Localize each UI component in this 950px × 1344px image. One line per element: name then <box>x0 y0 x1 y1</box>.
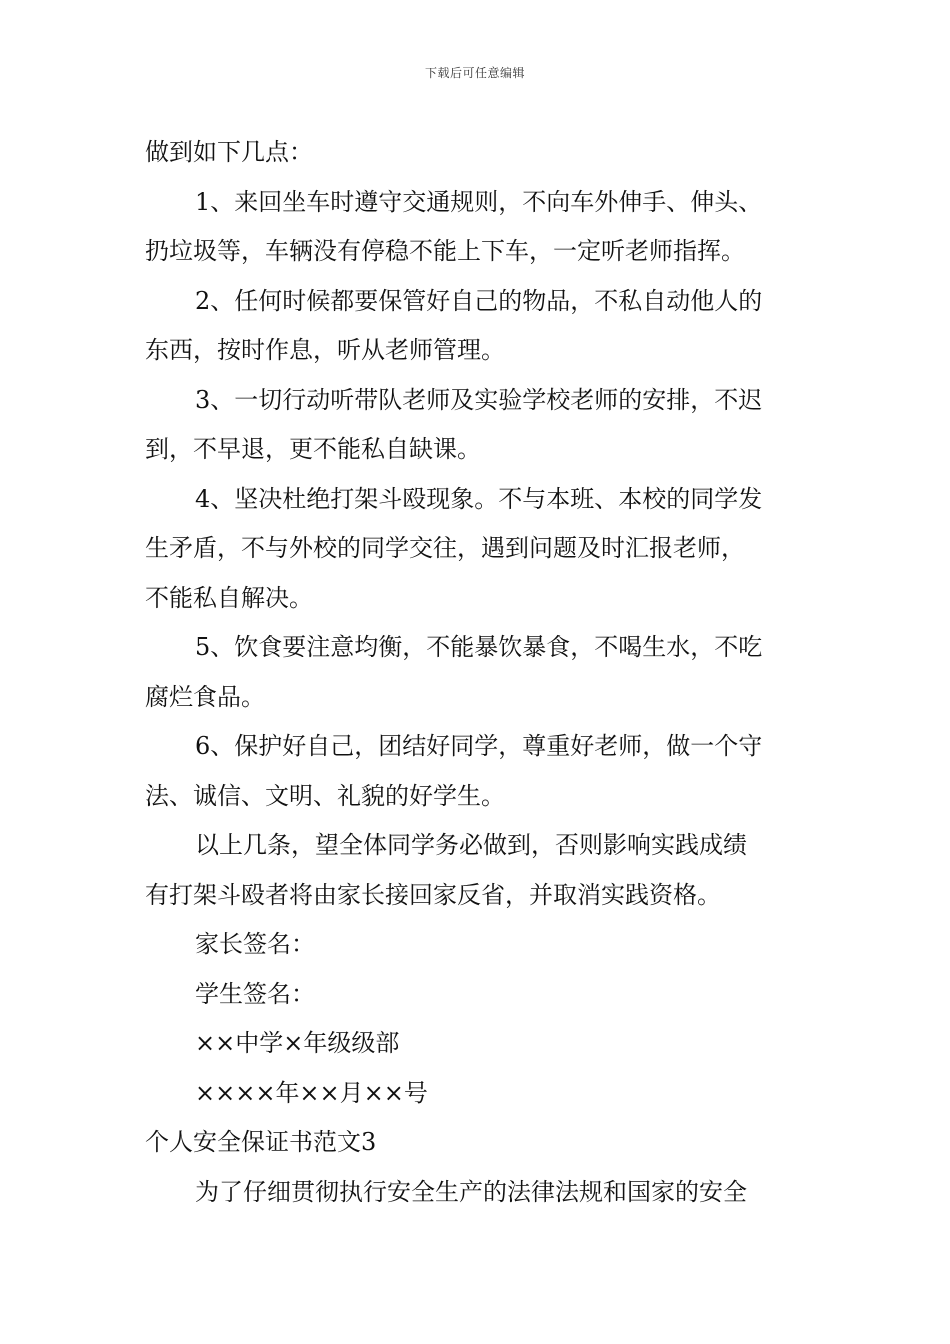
section-title: 个人安全保证书范文3 <box>145 1128 377 1156</box>
school-department: ××中学×年级级部 <box>195 1029 400 1057</box>
text-line: 做到如下几点： <box>145 138 313 166</box>
text-line: 不能私自解决。 <box>145 583 313 612</box>
text-line: 生矛盾，不与外校的同学交往，遇到问题及时汇报老师， <box>145 534 745 562</box>
text-line: 5、饮食要注意均衡，不能暴饮暴食，不喝生水，不吃 <box>195 633 763 661</box>
text-line: 东西，按时作息，听从老师管理。 <box>145 336 505 364</box>
text-line: 6、保护好自己，团结好同学，尊重好老师，做一个守 <box>195 732 763 760</box>
text-line: 1、来回坐车时遵守交通规则，不向车外伸手、伸头、 <box>195 187 763 216</box>
text-line: 以上几条，望全体同学务必做到，否则影响实践成绩 <box>195 831 747 859</box>
text-line: 3、一切行动听带队老师及实验学校老师的安排，不迟 <box>195 385 763 414</box>
text-line: 扔垃圾等，车辆没有停稳不能上下车，一定听老师指挥。 <box>145 237 745 265</box>
text-line: 为了仔细贯彻执行安全生产的法律法规和国家的安全 <box>195 1177 747 1206</box>
student-signature-label: 学生签名： <box>195 979 315 1008</box>
text-line: 到，不早退，更不能私自缺课。 <box>145 435 481 463</box>
text-line: 4、坚决杜绝打架斗殴现象。不与本班、本校的同学发 <box>195 484 763 513</box>
text-line: 2、任何时候都要保管好自己的物品，不私自动他人的 <box>195 286 763 315</box>
date-line: ××××年××月××号 <box>195 1078 428 1107</box>
document-body <box>145 128 810 1217</box>
text-line: 有打架斗殴者将由家长接回家反省，并取消实践资格。 <box>145 880 721 909</box>
page-header: 下载后可任意编辑 <box>424 66 525 80</box>
text-line: 腐烂食品。 <box>145 682 265 711</box>
text-line: 法、诚信、文明、礼貌的好学生。 <box>145 781 505 810</box>
parent-signature-label: 家长签名： <box>195 930 315 958</box>
